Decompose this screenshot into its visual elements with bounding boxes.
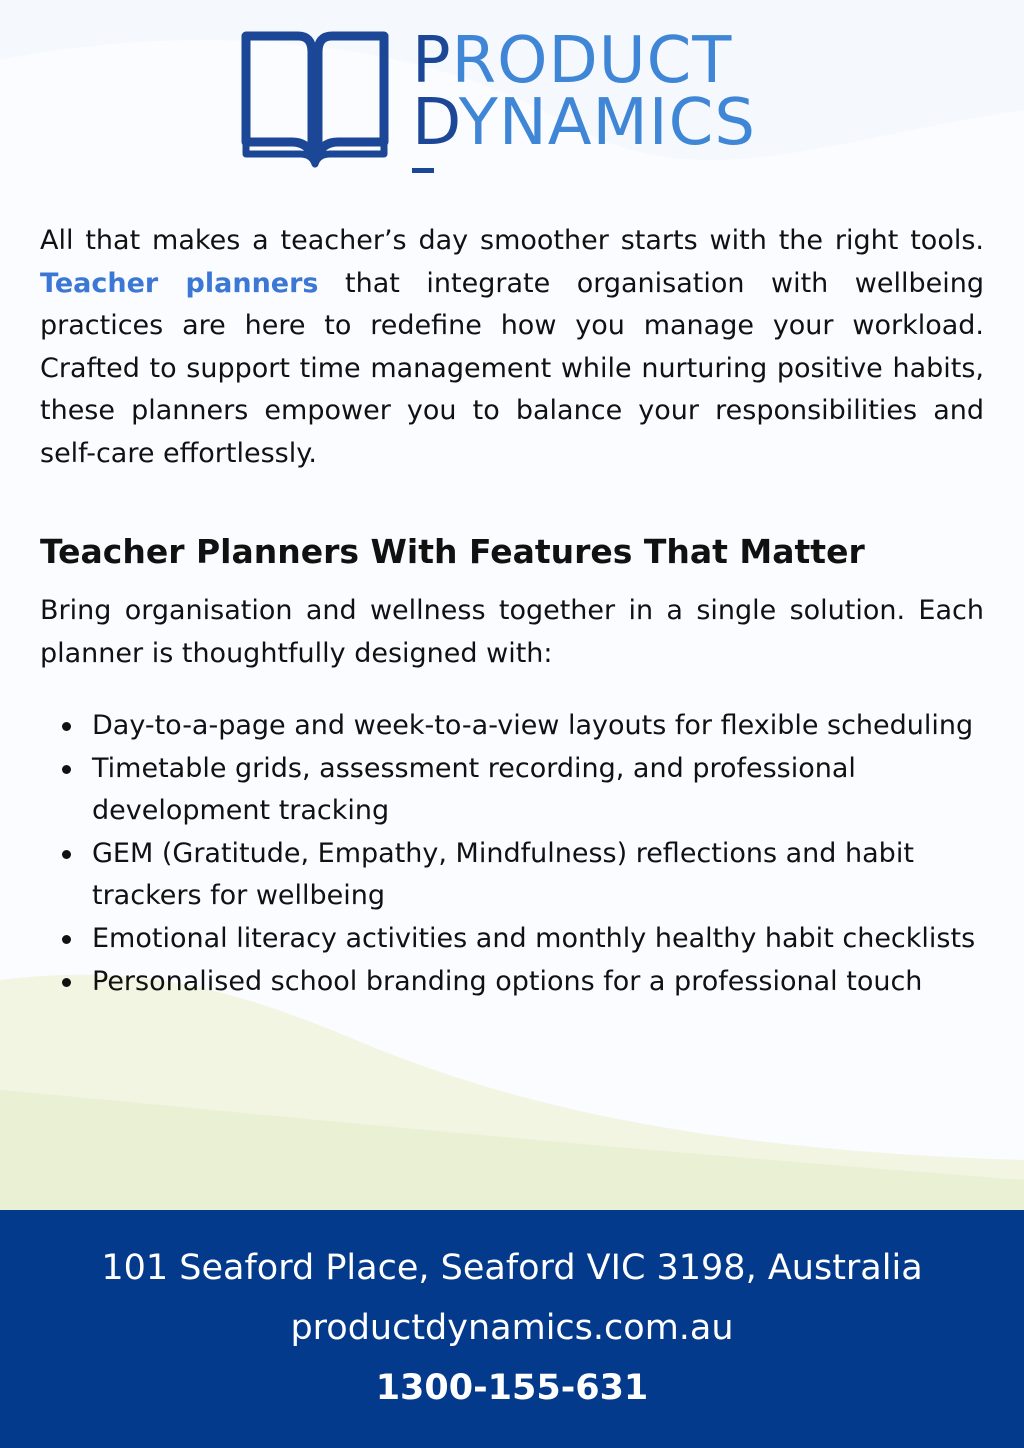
intro-paragraph: All that makes a teacher’s day smoother starts with the right tools. Teacher planners that integrate organisation with wellbeing practices are here to redefine how you manage your workload. Crafted to support time management while nurturing positive habits, these planners empower you to balance your responsibilities and self-care effortlessly. [40, 225, 985, 469]
features-heading: Teacher Planners With Features That Matter [40, 532, 865, 571]
brand-line-product: PRODUCT [412, 24, 733, 98]
list-item: Timetable grids, assessment recording, and professional development tracking [62, 748, 984, 833]
list-item: Day-to-a-page and week-to-a-view layouts for flexible scheduling [62, 705, 984, 748]
open-book-icon [240, 30, 390, 170]
list-item: Personalised school branding options for a professional touch [62, 961, 984, 1004]
list-item: Emotional literacy activities and monthly healthy habit checklists [62, 918, 984, 961]
teacher-planners-highlight: Teacher planners [40, 267, 319, 299]
brand-logo [240, 24, 800, 180]
footer-address: 101 Seaford Place, Seaford VIC 3198, Australia [101, 1248, 923, 1288]
contact-footer [0, 1210, 1024, 1448]
logo-underline [412, 168, 434, 173]
features-list [62, 705, 984, 1003]
features-intro: Bring organisation and wellness together in a single solution. Each planner is thoughtfully designed with: [40, 595, 984, 669]
footer-phone[interactable]: 1300-155-631 [375, 1368, 649, 1408]
list-item: GEM (Gratitude, Empathy, Mindfulness) reflections and habit trackers for wellbeing [62, 833, 984, 918]
footer-website[interactable]: productdynamics.com.au [290, 1308, 734, 1348]
brand-name [412, 24, 756, 160]
brand-line-dynamics: DYNAMICS [412, 86, 756, 160]
